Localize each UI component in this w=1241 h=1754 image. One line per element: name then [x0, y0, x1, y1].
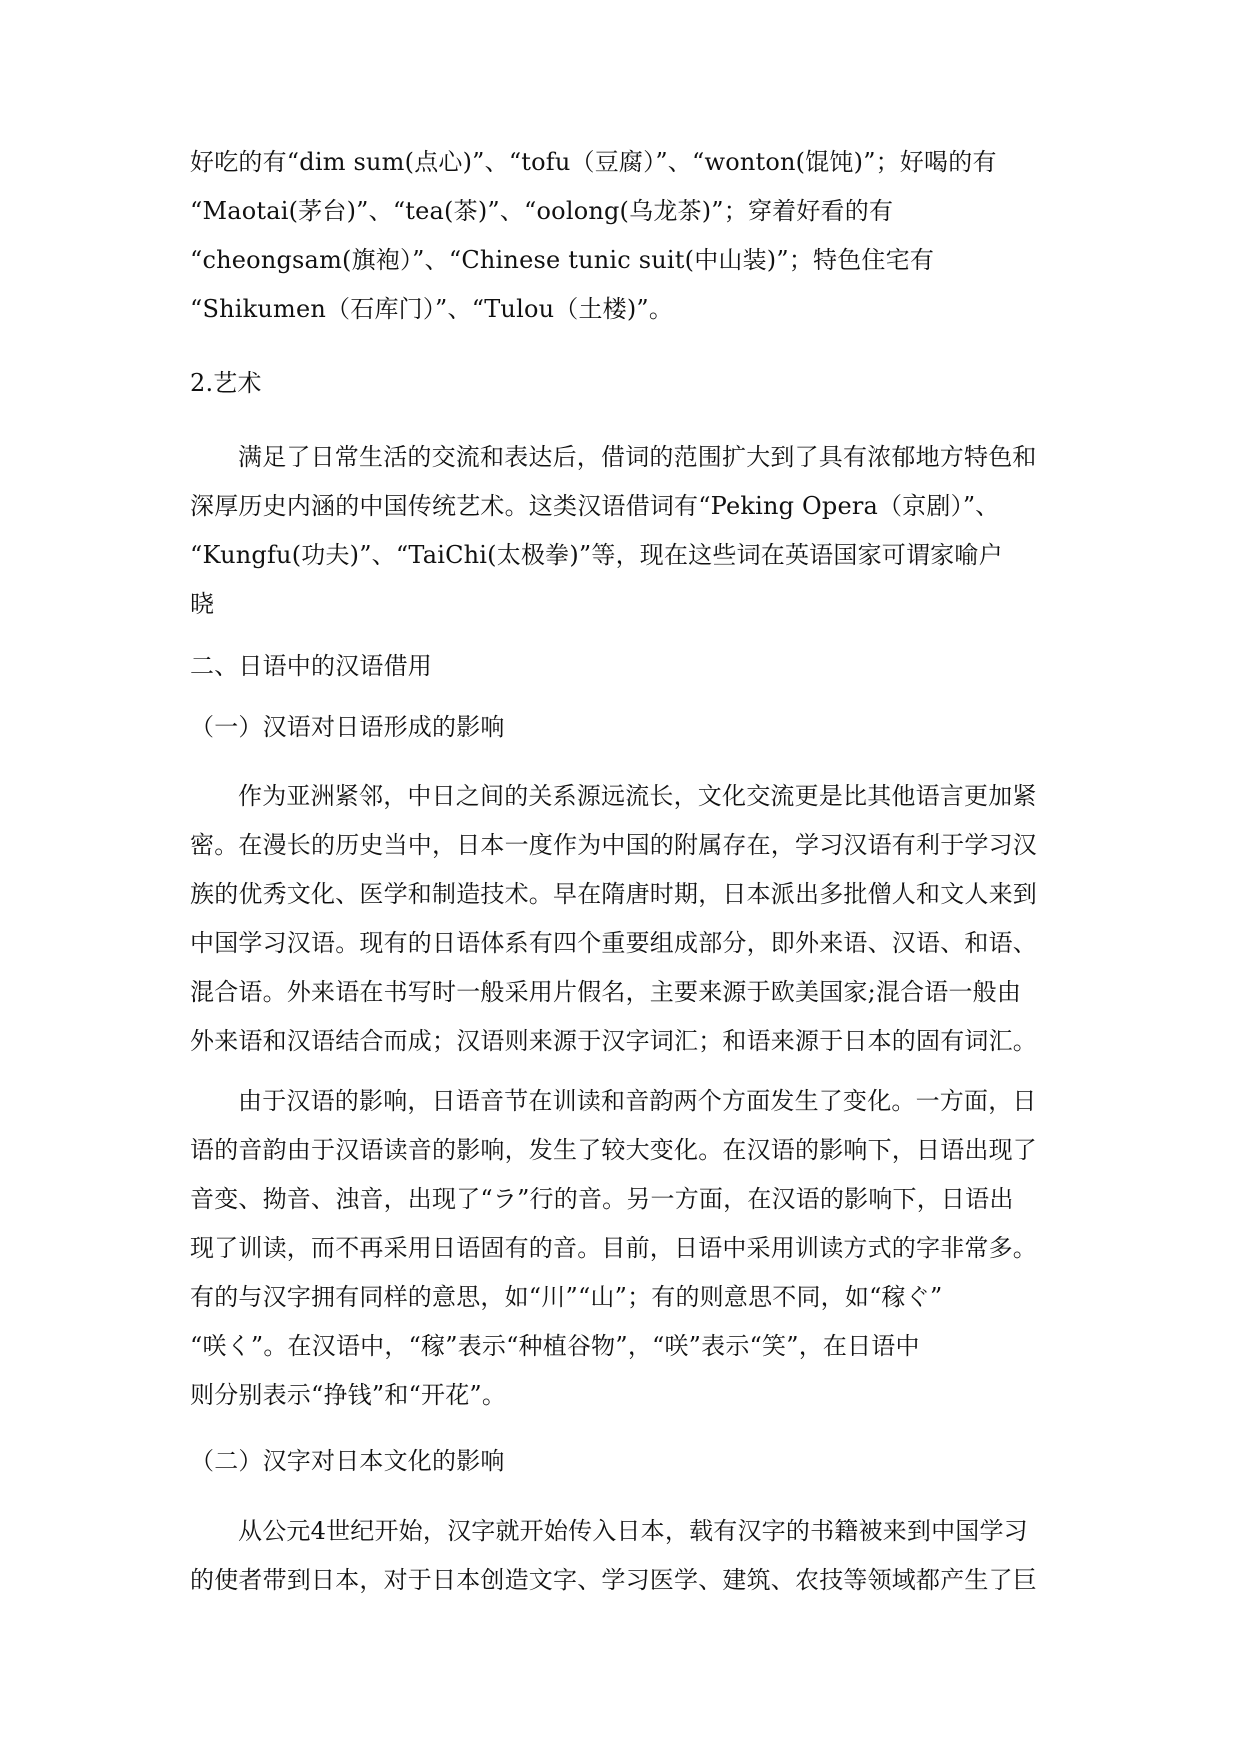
section-heading: 二、日语中的汉语借用 [190, 652, 432, 680]
text-line: 音变、拗音、浊音，出现了“ラ”行的音。另一方面，在汉语的影响下，日语出 [190, 1185, 1014, 1213]
text-line: 外来语和汉语结合而成；汉语则来源于汉字词汇；和语来源于日本的固有词汇。 [190, 1027, 1037, 1055]
subsection-heading: （一）汉语对日语形成的影响 [190, 713, 505, 741]
subsection-heading: （二）汉字对日本文化的影响 [190, 1447, 505, 1475]
text-line: 则分别表示“挣钱”和“开花”。 [190, 1381, 507, 1409]
text-line: 晓 [190, 590, 215, 618]
text-line: “Kungfu(功夫)”、“TaiChi(太极拳)”等，现在这些词在英语国家可谓家喻户 [190, 541, 1003, 569]
text-line: 混合语。外来语在书写时一般采用片假名，主要来源于欧美国家;混合语一般由 [190, 978, 1022, 1006]
text-line: 作为亚洲紧邻，中日之间的关系源远流长，文化交流更是比其他语言更加紧 [238, 782, 1037, 810]
text-line: 从公元4世纪开始，汉字就开始传入日本，载有汉字的书籍被来到中国学习 [238, 1517, 1028, 1545]
text-line: 有的与汉字拥有同样的意思，如“川”“山”；有的则意思不同，如“稼ぐ” [190, 1283, 943, 1311]
text-line: 深厚历史内涵的中国传统艺术。这类汉语借词有“Peking Opera（京剧）”、 [190, 492, 1000, 520]
text-line: 语的音韵由于汉语读音的影响，发生了较大变化。在汉语的影响下，日语出现了 [190, 1136, 1037, 1164]
text-line: 的使者带到日本，对于日本创造文字、学习医学、建筑、农技等领域都产生了巨 [190, 1566, 1037, 1594]
text-line: “Shikumen（石库门）”、“Tulou（土楼)”。 [190, 295, 674, 323]
text-line: “咲く”。在汉语中，“稼”表示“种植谷物”，“咲”表示“笑”，在日语中 [190, 1332, 920, 1360]
text-line: 由于汉语的影响，日语音节在训读和音韵两个方面发生了变化。一方面，日 [238, 1087, 1037, 1115]
text-line: 族的优秀文化、医学和制造技术。早在隋唐时期，日本派出多批僧人和文人来到 [190, 880, 1037, 908]
text-line: 中国学习汉语。现有的日语体系有四个重要组成部分，即外来语、汉语、和语、 [190, 929, 1037, 957]
text-line: 现了训读，而不再采用日语固有的音。目前，日语中采用训读方式的字非常多。 [190, 1234, 1037, 1262]
text-line: 密。在漫长的历史当中，日本一度作为中国的附属存在，学习汉语有利于学习汉 [190, 831, 1037, 859]
text-line: 满足了日常生活的交流和表达后，借词的范围扩大到了具有浓郁地方特色和 [238, 443, 1037, 471]
text-line: 好吃的有“dim sum(点心)”、“tofu（豆腐）”、“wonton(馄饨)”；好喝的有 [190, 148, 997, 176]
section-heading: 2.艺术 [190, 369, 262, 397]
text-line: “Maotai(茅台)”、“tea(茶)”、“oolong(乌龙茶)”；穿着好看的有 [190, 197, 894, 225]
text-line: “cheongsam(旗袍）”、“Chinese tunic suit(中山装)”；特色住宅有 [190, 246, 935, 274]
